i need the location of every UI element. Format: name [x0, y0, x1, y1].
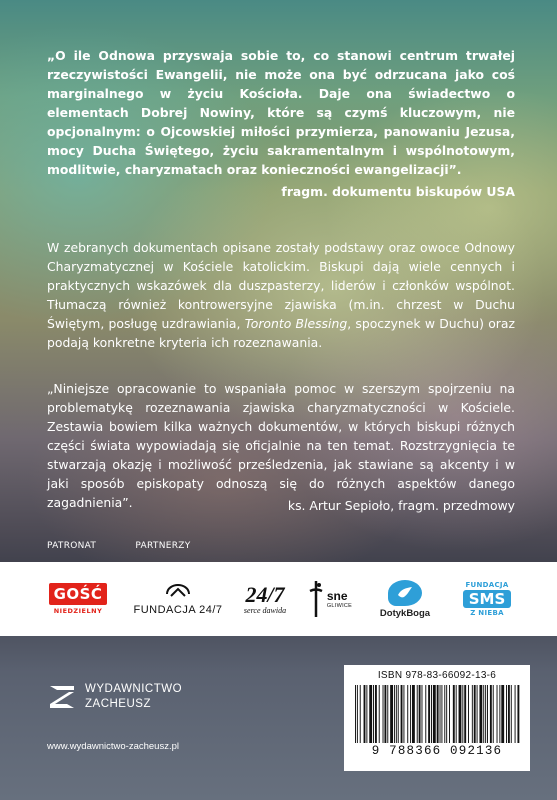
barcode-bar	[375, 685, 377, 743]
description-text-2: , spoczynek w Duchu) oraz podają konkretne kryteria ich rozeznawania.	[47, 316, 515, 350]
barcode-bar	[485, 685, 486, 743]
sne-city: GLIWICE	[326, 603, 353, 609]
cross-figure-icon	[308, 579, 324, 619]
publisher-line-2: ZACHEUSZ	[85, 698, 151, 710]
barcode-bars	[353, 685, 521, 743]
serce-dawida-text: serce dawida	[243, 605, 287, 615]
description-italic-title: Toronto Blessing	[244, 316, 348, 331]
barcode-bar	[364, 685, 366, 743]
barcode-bar	[401, 685, 403, 743]
publisher-name	[85, 682, 182, 712]
barcode-bar	[474, 685, 476, 743]
barcode-bar	[487, 685, 488, 743]
partner-logos-band	[0, 562, 557, 636]
barcode-bar	[517, 685, 519, 743]
barcode-bar	[422, 685, 423, 743]
preface-quote-source: ks. Artur Sepioło, fragm. przedmowy	[287, 498, 515, 513]
partnerzy-label: PARTNERZY	[135, 541, 191, 551]
barcode-bar	[462, 685, 463, 743]
barcode-bar	[373, 685, 374, 743]
bishops-quote: „O ile Odnowa przyswaja sobie to, co stanowi centrum trwałej rzeczywistości Ewangelii, nie może ona być odrzucana jako coś marginalnego w życiu Kościoła. Daje ona świadectwo o elementach Dobrej Nowiny, które są czymś kluczowym, nie opcjonalnym: o Ojcowskiej miłości przymierza, panowaniu Jezusa, mocy Ducha Świętego, życiu sakramentalnym i wspólnotowym, modlitwie, charyzmatach oraz konieczności ewangelizacji”.	[47, 48, 515, 177]
barcode-bar	[355, 685, 356, 743]
fundacja-247-logo	[128, 574, 228, 624]
barcode-bar	[412, 685, 415, 743]
sms-z-nieba-text: Z NIEBA	[470, 609, 504, 617]
sne-name: sne	[326, 589, 348, 603]
gosc-logo-subtext: NIEDZIELNY	[53, 607, 103, 615]
barcode-bar	[464, 685, 466, 743]
barcode-bar	[501, 685, 504, 743]
barcode-bar	[403, 685, 404, 743]
sne-gliwice-logo	[302, 574, 358, 624]
barcode-bar	[437, 685, 439, 743]
barcode-bar	[369, 685, 372, 743]
barcode-bar	[511, 685, 512, 743]
book-description	[47, 238, 515, 352]
barcode-bar	[441, 685, 442, 743]
barcode-bar	[425, 685, 426, 743]
barcode-bar	[396, 685, 397, 743]
barcode-bar	[453, 685, 455, 743]
barcode-bar	[468, 685, 469, 743]
barcode-bar	[398, 685, 399, 743]
barcode-bar	[431, 685, 432, 743]
barcode-bar	[479, 685, 482, 743]
barcode-bar	[444, 685, 445, 743]
barcode-bar	[499, 685, 500, 743]
barcode-bar	[508, 685, 510, 743]
barcode-bar	[410, 685, 411, 743]
barcode-bar	[417, 685, 418, 743]
serce-dawida-logo	[232, 574, 298, 624]
barcode-bar	[515, 685, 516, 743]
barcode-bar	[449, 685, 450, 743]
barcode-bar	[433, 685, 436, 743]
barcode-bar	[456, 685, 457, 743]
dotyk-boga-logo	[370, 574, 440, 624]
sms-fundacja-text: FUNDACJA	[465, 581, 509, 589]
serce-dawida-number: 24/7	[245, 581, 285, 607]
barcode-bar	[477, 685, 478, 743]
description-text-1: W zebranych dokumentach opisane zostały podstawy oraz owoce Odnowy Charyzmatycznej w Kościele katolickim. Biskupi dają wiele cennych i praktycznych wskazówek dla duszpasterzy, liderów i członków wspólnot. Tłumaczą również kontrowersyjne zjawiska (m.in. chrzest w Duchu Świętym, posługę uzdrawiania,	[47, 240, 515, 331]
barcode-bar	[483, 685, 484, 743]
dotyk-boga-text: DotykBoga	[379, 607, 431, 619]
barcode-bar	[459, 685, 462, 743]
barcode-bar	[383, 685, 384, 743]
barcode-bar	[506, 685, 507, 743]
bishops-quote-source: fragm. dokumentu biskupów USA	[281, 184, 515, 199]
gosc-niedzielny-logo	[42, 574, 114, 624]
barcode-bar	[497, 685, 498, 743]
dove-icon	[396, 585, 414, 601]
sms-main-text: SMS	[463, 590, 512, 608]
barcode-bar	[490, 685, 492, 743]
publisher-logo	[47, 682, 182, 712]
barcode-digits: 9 788366 092136	[371, 744, 503, 758]
barcode-bar	[360, 685, 361, 743]
barcode-bar	[394, 685, 395, 743]
isbn-label: ISBN 978-83-66092-13-6	[377, 670, 497, 681]
gosc-logo-text: GOŚĆ	[49, 583, 108, 605]
zacheusz-z-icon	[47, 682, 77, 712]
fundacja-247-text: FUNDACJA 24/7	[133, 604, 223, 616]
fundacja-247-mark-icon	[165, 582, 191, 602]
barcode-bar	[428, 685, 430, 743]
barcode-bar	[387, 685, 388, 743]
barcode-bar	[390, 685, 393, 743]
barcode-bar	[384, 685, 386, 743]
preface-quote: „Niniejsze opracowanie to wspaniała pomoc w szerszym spojrzeniu na problematykę rozeznawania zjawiska charyzmatyczności w Kościele. Zestawia bowiem kilka ważnych dokumentów, w których biskupi różnych części świata wypowiadają się oficjalnie na ten temat. Rozstrzygnięcia te stwarzają okazję i możliwość prześledzenia, jak stawiane są akcenty i w jaki sposób episkopaty odnoszą się do różnych aspektów danego zagadnienia”.	[47, 381, 515, 510]
barcode-bar	[357, 685, 358, 743]
publisher-website: www.wydawnictwo-zacheusz.pl	[47, 741, 179, 752]
speech-bubble-icon	[388, 580, 422, 606]
barcode-bar	[472, 685, 473, 743]
sne-text-block	[327, 589, 352, 609]
sponsor-labels	[47, 541, 347, 551]
barcode-bar	[407, 685, 408, 743]
patronat-label: PATRONAT	[47, 541, 97, 551]
isbn-barcode	[344, 665, 530, 771]
barcode-bar	[419, 685, 421, 743]
barcode-bar	[440, 685, 441, 743]
barcode-bar	[379, 685, 380, 743]
sms-z-nieba-logo	[452, 574, 522, 624]
publisher-line-1: WYDAWNICTWO	[85, 683, 183, 695]
barcode-bar	[366, 685, 367, 743]
barcode-bar	[493, 685, 494, 743]
barcode-bar	[446, 685, 447, 743]
